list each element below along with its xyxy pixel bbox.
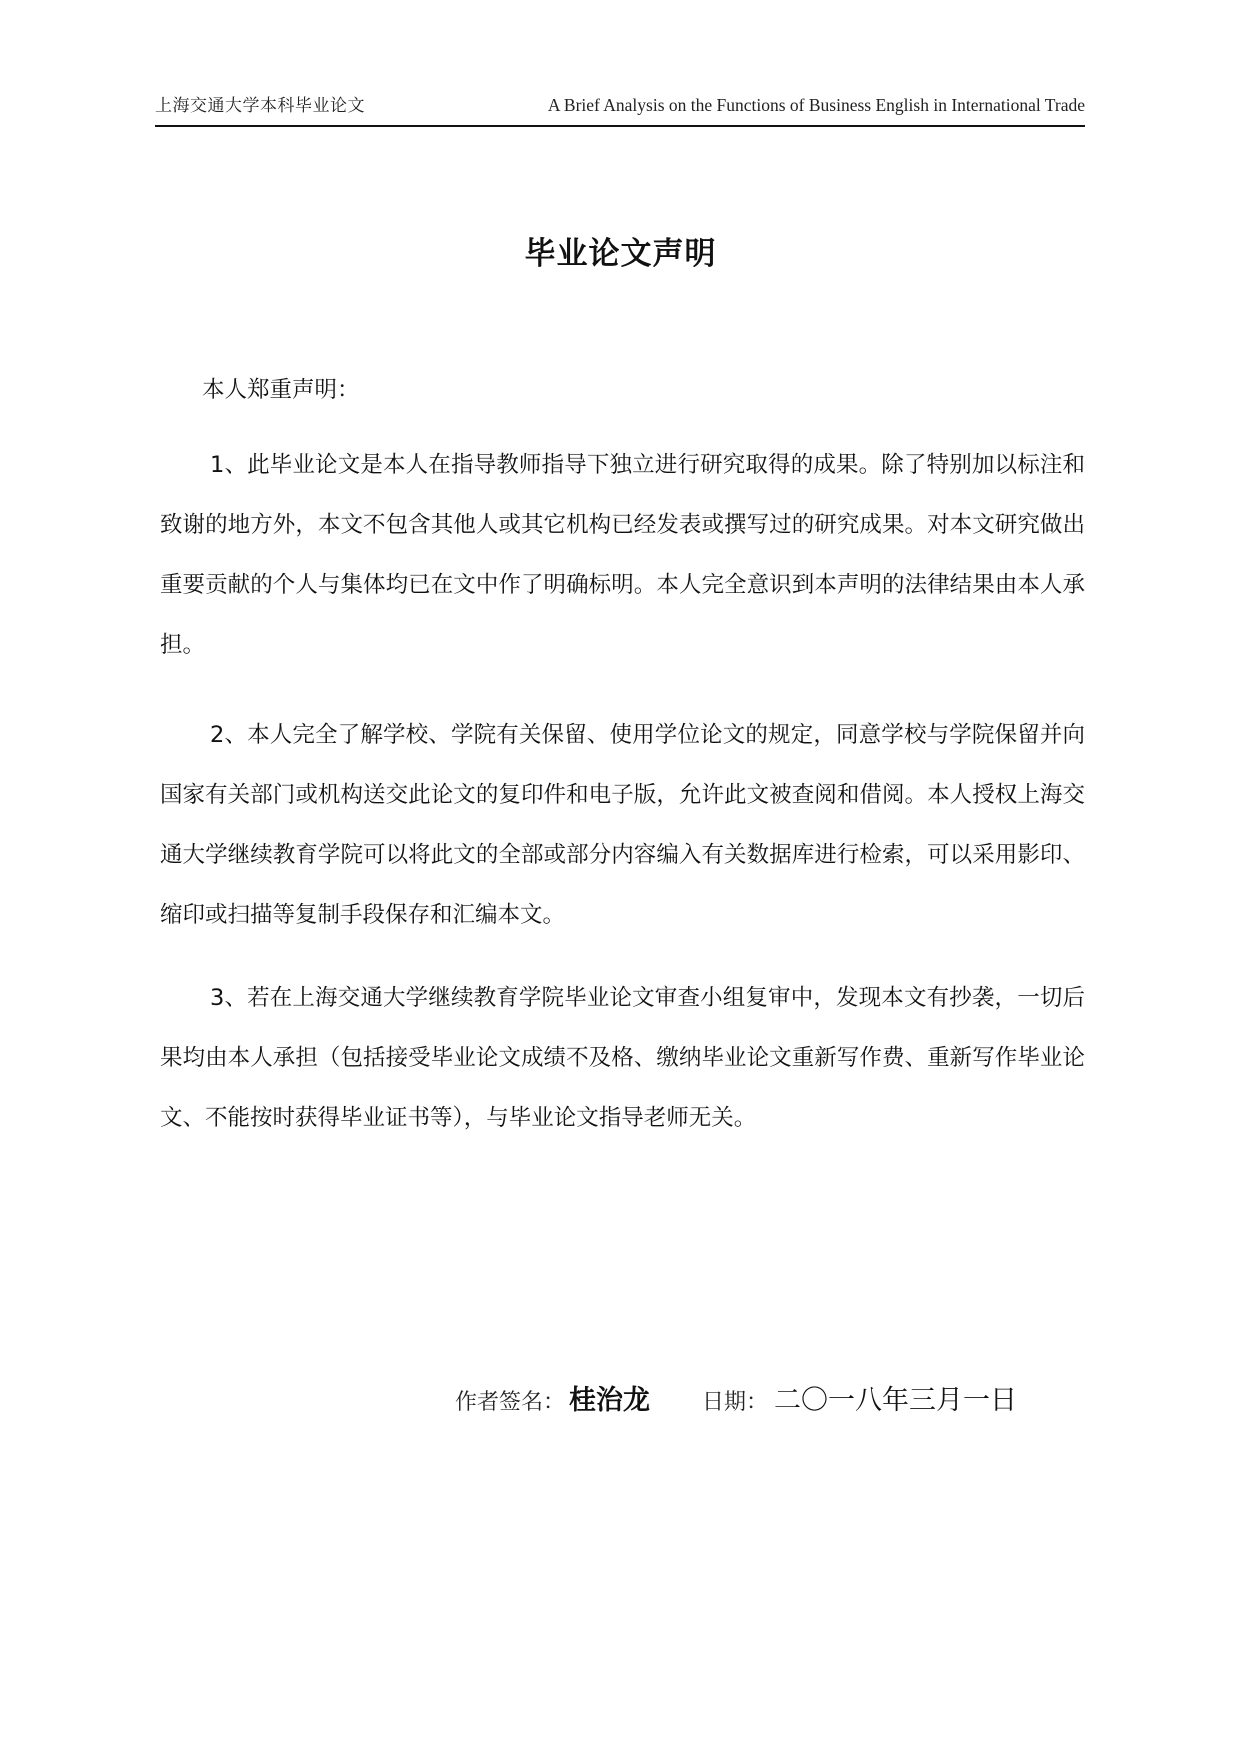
declaration-paragraph-1: 1、此毕业论文是本人在指导教师指导下独立进行研究取得的成果。除了特别加以标注和致谢的地方外，本文不包含其他人或其它机构已经发表或撰写过的研究成果。对本文研究做出重要贡献的个人与集体均已在文中作了明确标明。本人完全意识到本声明的法律结果由本人承担。 <box>160 452 1085 658</box>
page-title: 毕业论文声明 <box>524 236 717 272</box>
header-university-label: 上海交通大学本科毕业论文 <box>155 96 365 116</box>
header-divider <box>155 125 1085 127</box>
page-header <box>155 86 1085 116</box>
header-thesis-title: A Brief Analysis on the Functions of Business English in International Trade <box>547 95 1085 115</box>
author-name: 桂治龙 <box>569 1385 651 1416</box>
declaration-intro: 本人郑重声明： <box>202 377 360 403</box>
date-value: 二〇一八年三月一日 <box>774 1385 1018 1416</box>
declaration-paragraph-2: 2、本人完全了解学校、学院有关保留、使用学位论文的规定，同意学校与学院保留并向国家有关部门或机构送交此论文的复印件和电子版，允许此文被查阅和借阅。本人授权上海交通大学继续教育学院可以将此文的全部或部分内容编入有关数据库进行检索，可以采用影印、缩印或扫描等复制手段保存和汇编本文。 <box>160 722 1085 928</box>
date-label: 日期： <box>702 1390 769 1415</box>
signature-block <box>455 1378 1017 1417</box>
author-signature-label: 作者签名： <box>455 1390 566 1415</box>
declaration-paragraph-3: 3、若在上海交通大学继续教育学院毕业论文审查小组复审中，发现本文有抄袭，一切后果均由本人承担（包括接受毕业论文成绩不及格、缴纳毕业论文重新写作费、重新写作毕业论文、不能按时获得毕业证书等），与毕业论文指导老师无关。 <box>160 985 1085 1131</box>
